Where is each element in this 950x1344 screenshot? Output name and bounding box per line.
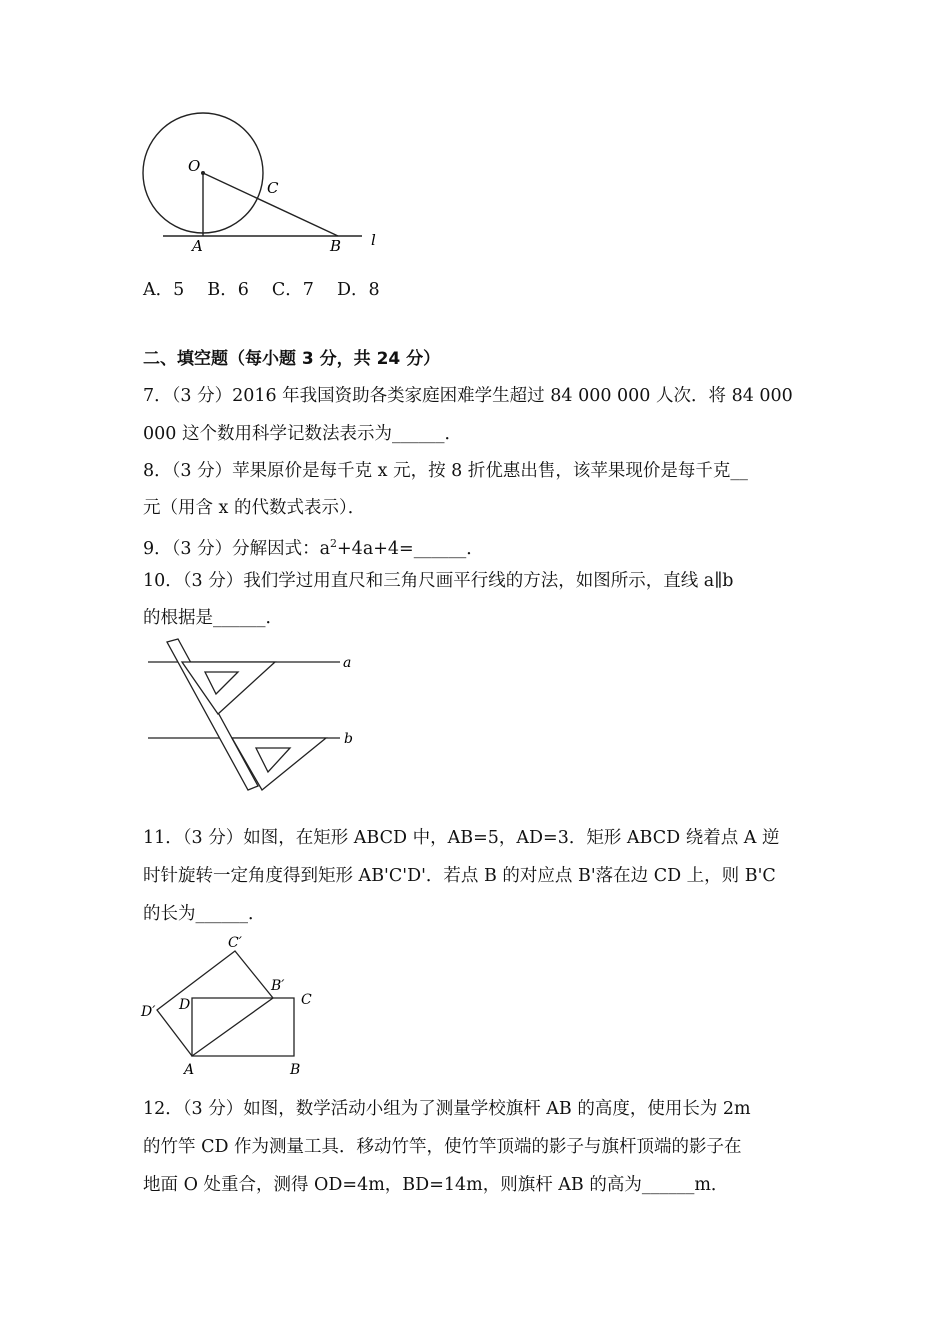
- q12-line1: 12．（3 分）如图，数学活动小组为了测量学校旗杆 AB 的高度，使用长为 2m: [143, 1099, 751, 1119]
- rectangle-ab-c-d-prime: [157, 951, 273, 1056]
- q11-line2: 时针旋转一定角度得到矩形 AB'C'D'．若点 B 的对应点 B'落在边 CD 上，则 B'C: [143, 866, 776, 886]
- label-b: B: [290, 1062, 301, 1078]
- q9-superscript: 2: [330, 537, 338, 550]
- q11-line1: 11．（3 分）如图，在矩形 ABCD 中，AB=5，AD=3．矩形 ABCD 绕着点 A 逆: [143, 828, 780, 848]
- label-d: D: [179, 997, 191, 1013]
- multiple-choice-options: A．5 B．6 C．7 D．8: [143, 280, 380, 300]
- q12-line3: 地面 O 处重合，测得 OD=4m，BD=14m，则旗杆 AB 的高为______m．: [143, 1175, 729, 1195]
- q7-line1: 7．（3 分）2016 年我国资助各类家庭困难学生超过 84 000 000 人次．将 84 000: [143, 386, 793, 406]
- label-c: C: [267, 179, 279, 197]
- section-heading: 二、填空题（每小题 3 分，共 24 分）: [143, 349, 441, 369]
- label-d-prime: D′: [141, 1004, 156, 1020]
- label-a: A: [184, 1062, 195, 1078]
- rotated-rectangle-figure: [135, 928, 335, 1080]
- q9-prefix: 9．（3 分）分解因式：a: [143, 538, 331, 559]
- label-b: B: [330, 237, 342, 255]
- q8-line1: 8．（3 分）苹果原价是每千克 x 元，按 8 折优惠出售，该苹果现价是每千克__: [143, 461, 748, 481]
- q7-line2: 000 这个数用科学记数法表示为______．: [143, 424, 462, 444]
- rectangle-abcd: [192, 998, 294, 1056]
- label-c: C: [301, 992, 312, 1008]
- label-o: O: [188, 157, 201, 175]
- label-line-a: a: [343, 655, 352, 671]
- label-c-prime: C′: [228, 935, 242, 951]
- q9-line: [143, 532, 484, 561]
- q8-line2: 元（用含 x 的代数式表示）．: [143, 498, 366, 518]
- q10-line1: 10．（3 分）我们学过用直尺和三角尺画平行线的方法，如图所示，直线 a∥b: [143, 571, 734, 591]
- label-b-prime: B′: [271, 978, 285, 994]
- label-line-b: b: [344, 731, 353, 747]
- label-l: l: [371, 231, 376, 249]
- circle-tangent-figure: [130, 105, 400, 265]
- point-o: [201, 171, 205, 175]
- ruler-triangle-figure: [140, 636, 370, 796]
- q12-line2: 的竹竿 CD 作为测量工具．移动竹竿，使竹竿顶端的影子与旗杆顶端的影子在: [143, 1137, 742, 1157]
- q10-line2: 的根据是______．: [143, 608, 283, 628]
- q11-line3: 的长为______．: [143, 904, 266, 924]
- q9-suffix: +4a+4=______．: [337, 538, 484, 559]
- label-a: A: [192, 237, 203, 255]
